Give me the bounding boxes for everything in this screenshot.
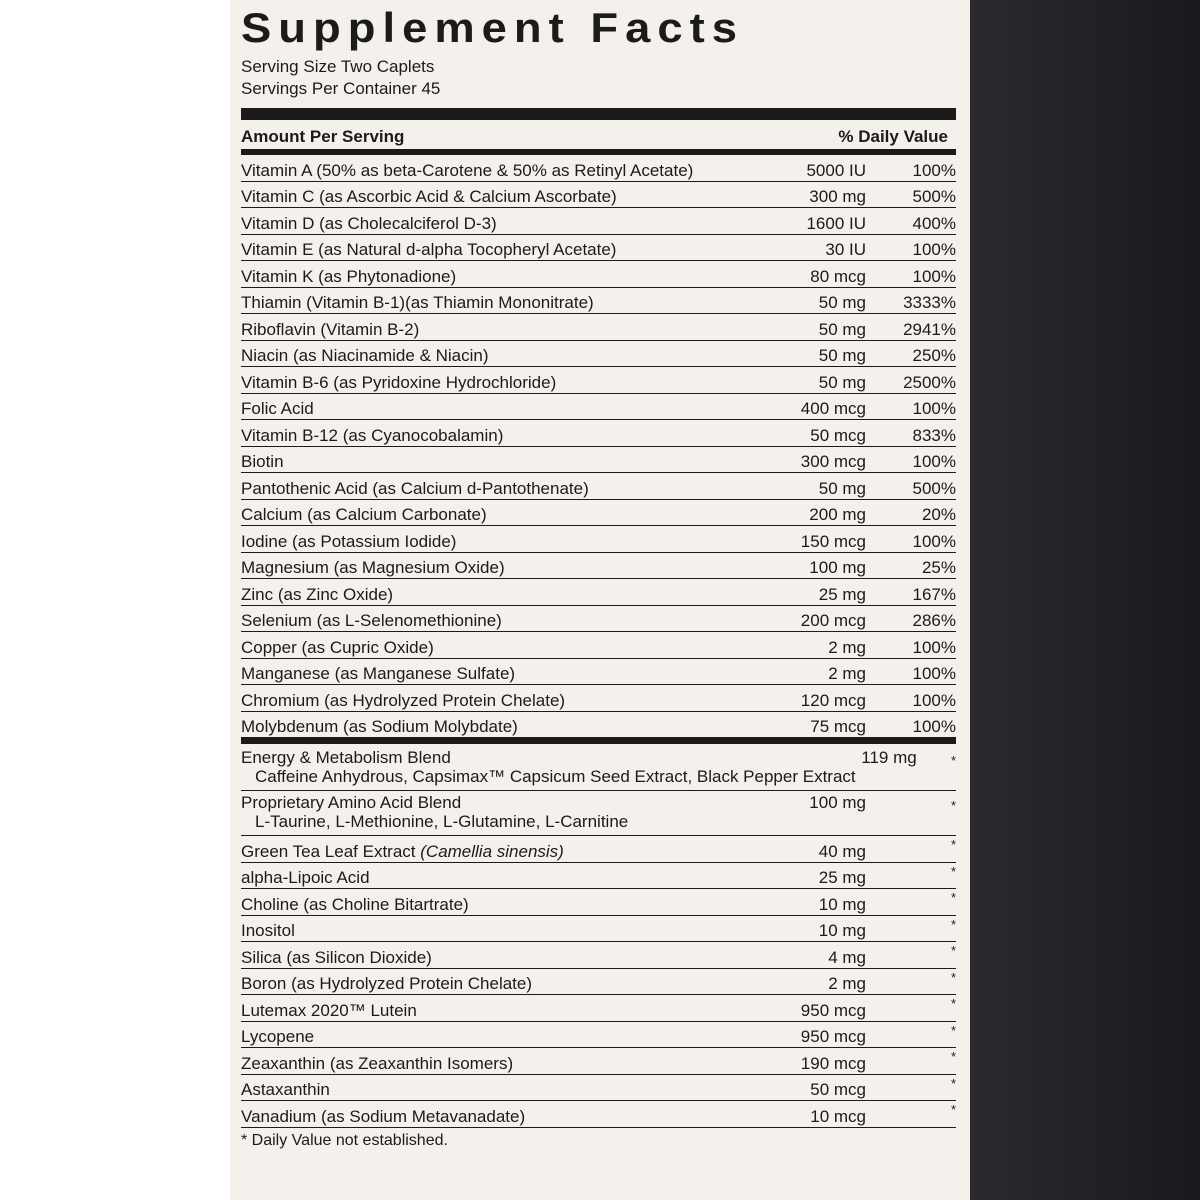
- vitamin-mineral-list: [241, 155, 956, 738]
- nutrient-name: Pantothenic Acid (as Calcium d-Pantothenate): [241, 478, 589, 498]
- label-title: Supplement Facts: [241, 4, 745, 51]
- table-row: [241, 261, 956, 288]
- nutrient-name: Green Tea Leaf Extract: [241, 841, 416, 861]
- serving-size: Serving Size Two Caplets: [241, 57, 435, 76]
- table-row: [241, 579, 956, 606]
- nutrient-amount: 400 mcg: [800, 399, 866, 418]
- nutrient-amount: 200 mcg: [800, 611, 866, 630]
- nutrient-amount: 50 mg: [818, 372, 866, 392]
- nutrient-daily-value: 100%: [912, 690, 956, 710]
- nutrient-name: Riboflavin (Vitamin B-2): [241, 319, 420, 339]
- nutrient-daily-value: *: [950, 1102, 956, 1117]
- nutrient-name: Vanadium (as Sodium Metavanadate): [241, 1106, 526, 1126]
- nutrient-name: Vitamin D (as Cholecalciferol D-3): [241, 213, 497, 233]
- nutrient-name: alpha-Lipoic Acid: [241, 868, 370, 887]
- nutrient-daily-value: 100%: [912, 452, 956, 471]
- nutrient-daily-value: *: [950, 916, 956, 932]
- nutrient-name: Folic Acid: [241, 399, 314, 418]
- nutrient-name: Chromium (as Hydrolyzed Protein Chelate): [241, 690, 566, 710]
- nutrient-name: Boron (as Hydrolyzed Protein Chelate): [241, 974, 533, 993]
- table-row: [241, 182, 956, 209]
- nutrient-name: Thiamin (Vitamin B-1)(as Thiamin Mononitrate): [241, 293, 594, 312]
- nutrient-daily-value: 100%: [912, 531, 956, 551]
- table-row: [241, 969, 956, 996]
- nutrient-daily-value: *: [950, 890, 956, 905]
- nutrient-amount: 10 mg: [818, 921, 866, 940]
- table-row: [241, 863, 956, 890]
- table-row: [241, 746, 956, 791]
- nutrient-daily-value: 100%: [912, 664, 956, 683]
- nutrient-name: Lycopene: [241, 1027, 315, 1046]
- nutrient-name: Calcium (as Calcium Carbonate): [241, 505, 487, 524]
- nutrient-amount: 10 mcg: [810, 1106, 866, 1126]
- nutrient-amount: 100 mg: [809, 558, 866, 577]
- daily-value-header: % Daily Value: [838, 127, 948, 146]
- table-row: [241, 447, 956, 474]
- footnote: * Daily Value not established.: [241, 1131, 448, 1149]
- nutrient-amount: 300 mcg: [800, 452, 866, 471]
- table-row: [241, 836, 956, 863]
- nutrient-amount: 2 mg: [828, 664, 866, 683]
- servings-per-container: Servings Per Container 45: [241, 79, 441, 98]
- table-row: [241, 712, 956, 739]
- table-row: [241, 155, 956, 182]
- table-row: [241, 420, 956, 447]
- nutrient-amount: 190 mcg: [800, 1053, 866, 1073]
- nutrient-name: Energy & Metabolism Blend: [241, 748, 451, 767]
- nutrient-amount: 1600 IU: [806, 213, 866, 233]
- supplement-facts-label: [230, 0, 970, 1200]
- nutrient-daily-value: *: [950, 969, 956, 985]
- nutrient-amount: 4 mg: [828, 947, 866, 967]
- nutrient-amount: 75 mcg: [810, 717, 866, 736]
- table-row: [241, 394, 956, 421]
- nutrient-daily-value: *: [950, 996, 956, 1011]
- nutrient-amount: 50 mg: [818, 346, 866, 365]
- nutrient-name: Vitamin B-12 (as Cyanocobalamin): [241, 425, 504, 445]
- table-row: [241, 341, 956, 368]
- nutrient-daily-value: 25%: [921, 558, 956, 577]
- nutrient-name: Zeaxanthin (as Zeaxanthin Isomers): [241, 1053, 514, 1073]
- table-row: [241, 916, 956, 943]
- nutrient-amount: 200 mg: [809, 505, 866, 524]
- nutrient-name: Niacin (as Niacinamide & Niacin): [241, 346, 489, 365]
- nutrient-amount: 25 mg: [818, 584, 866, 604]
- nutrient-amount: 50 mg: [818, 293, 866, 312]
- nutrient-daily-value: *: [950, 1022, 956, 1038]
- left-background: [0, 0, 230, 1200]
- nutrient-amount: 300 mg: [809, 187, 866, 206]
- nutrient-name: Vitamin C (as Ascorbic Acid & Calcium Ascorbate): [241, 187, 617, 206]
- thick-divider: [241, 108, 956, 120]
- nutrient-daily-value: 100%: [912, 160, 956, 180]
- nutrient-amount: 10 mg: [818, 894, 866, 914]
- table-row: [241, 632, 956, 659]
- nutrient-daily-value: *: [950, 753, 956, 768]
- nutrient-name: Zinc (as Zinc Oxide): [241, 584, 394, 604]
- nutrient-daily-value: 500%: [912, 187, 956, 206]
- nutrient-daily-value: *: [950, 943, 956, 958]
- blend-ingredients: Caffeine Anhydrous, Capsimax™ Capsicum Seed Extract, Black Pepper Extract: [255, 767, 856, 786]
- nutrient-daily-value: 500%: [912, 478, 956, 498]
- nutrient-name: Vitamin E (as Natural d-alpha Tocopheryl Acetate): [241, 240, 617, 259]
- nutrient-daily-value: 400%: [912, 213, 956, 233]
- nutrient-amount: 5000 IU: [806, 160, 866, 180]
- nutrient-amount: 25 mg: [818, 868, 866, 887]
- table-row: [241, 553, 956, 580]
- nutrient-daily-value: 286%: [912, 611, 956, 630]
- nutrient-name: Copper (as Cupric Oxide): [241, 637, 434, 657]
- table-row: [241, 659, 956, 686]
- nutrient-amount: 150 mcg: [800, 531, 866, 551]
- amount-per-serving-header: Amount Per Serving: [241, 127, 405, 146]
- nutrient-daily-value: 3333%: [903, 293, 956, 312]
- other-ingredients-list: [241, 863, 956, 1128]
- nutrient-amount: 120 mcg: [800, 690, 866, 710]
- nutrient-amount: 40 mg: [818, 841, 866, 861]
- nutrient-amount: 950 mcg: [800, 1027, 866, 1046]
- nutrient-name: Molybdenum (as Sodium Molybdate): [241, 717, 518, 736]
- nutrient-amount: 50 mcg: [810, 425, 866, 445]
- table-row: [241, 1101, 956, 1128]
- table-row: [241, 995, 956, 1022]
- nutrient-amount: 119 mg: [861, 748, 917, 767]
- nutrient-name: Astaxanthin: [241, 1080, 330, 1099]
- nutrient-daily-value: 100%: [912, 637, 956, 657]
- nutrient-amount: 50 mcg: [810, 1080, 866, 1099]
- nutrient-amount: 50 mg: [818, 319, 866, 339]
- nutrient-daily-value: 100%: [912, 399, 956, 418]
- nutrient-name: Inositol: [241, 921, 295, 940]
- table-row: [241, 500, 956, 527]
- table-row: [241, 791, 956, 836]
- nutrient-daily-value: 100%: [912, 266, 956, 286]
- table-row: [241, 473, 956, 500]
- nutrient-amount: 100 mg: [809, 793, 866, 812]
- nutrient-amount: 50 mg: [818, 478, 866, 498]
- table-row: [241, 1048, 956, 1075]
- nutrient-name: Proprietary Amino Acid Blend: [241, 793, 462, 812]
- table-row: [241, 367, 956, 394]
- table-row: [241, 606, 956, 633]
- nutrient-daily-value: *: [950, 837, 956, 852]
- nutrient-amount: 30 IU: [825, 240, 866, 259]
- nutrient-name: Biotin: [241, 452, 284, 471]
- nutrient-name: Lutemax 2020™ Lutein: [241, 1000, 417, 1020]
- nutrient-name: Vitamin A (50% as beta-Carotene & 50% as Retinyl Acetate): [241, 160, 694, 180]
- nutrient-daily-value: *: [950, 798, 956, 813]
- nutrient-name: Iodine (as Potassium Iodide): [241, 531, 457, 551]
- nutrient-name: Selenium (as L-Selenomethionine): [241, 611, 502, 630]
- nutrient-name: Magnesium (as Magnesium Oxide): [241, 558, 505, 577]
- nutrient-name: Vitamin K (as Phytonadione): [241, 266, 457, 286]
- table-row: [241, 1022, 956, 1049]
- table-row: [241, 685, 956, 712]
- nutrient-daily-value: 20%: [921, 505, 956, 524]
- table-row: [241, 889, 956, 916]
- nutrient-name: Vitamin B-6 (as Pyridoxine Hydrochloride): [241, 372, 557, 392]
- table-row: [241, 526, 956, 553]
- blend-ingredients: L-Taurine, L-Methionine, L-Glutamine, L-Carnitine: [255, 812, 629, 831]
- nutrient-latin-name: (Camellia sinensis): [420, 841, 564, 861]
- nutrient-daily-value: 833%: [912, 425, 956, 445]
- table-row: [241, 942, 956, 969]
- nutrient-daily-value: *: [950, 863, 956, 879]
- nutrient-daily-value: *: [950, 1075, 956, 1091]
- nutrient-daily-value: 100%: [912, 717, 956, 736]
- nutrient-daily-value: 2500%: [903, 372, 956, 392]
- nutrient-name: Manganese (as Manganese Sulfate): [241, 664, 516, 683]
- nutrient-daily-value: 167%: [912, 584, 956, 604]
- nutrient-name: Silica (as Silicon Dioxide): [241, 947, 432, 967]
- table-row: [241, 314, 956, 341]
- nutrient-amount: 950 mcg: [800, 1000, 866, 1020]
- nutrient-daily-value: 100%: [912, 240, 956, 259]
- table-row: [241, 1075, 956, 1102]
- nutrient-amount: 2 mg: [828, 974, 866, 993]
- table-row: [241, 288, 956, 315]
- nutrient-amount: 2 mg: [828, 637, 866, 657]
- table-row: [241, 208, 956, 235]
- section-divider: [241, 738, 956, 744]
- column-header: [241, 120, 956, 149]
- nutrient-daily-value: 2941%: [903, 319, 956, 339]
- nutrient-amount: 80 mcg: [810, 266, 866, 286]
- nutrient-daily-value: 250%: [912, 346, 956, 365]
- right-background: [970, 0, 1200, 1200]
- blend-list: [241, 746, 956, 836]
- nutrient-name: Choline (as Choline Bitartrate): [241, 894, 469, 914]
- table-row: [241, 235, 956, 262]
- nutrient-daily-value: *: [950, 1049, 956, 1064]
